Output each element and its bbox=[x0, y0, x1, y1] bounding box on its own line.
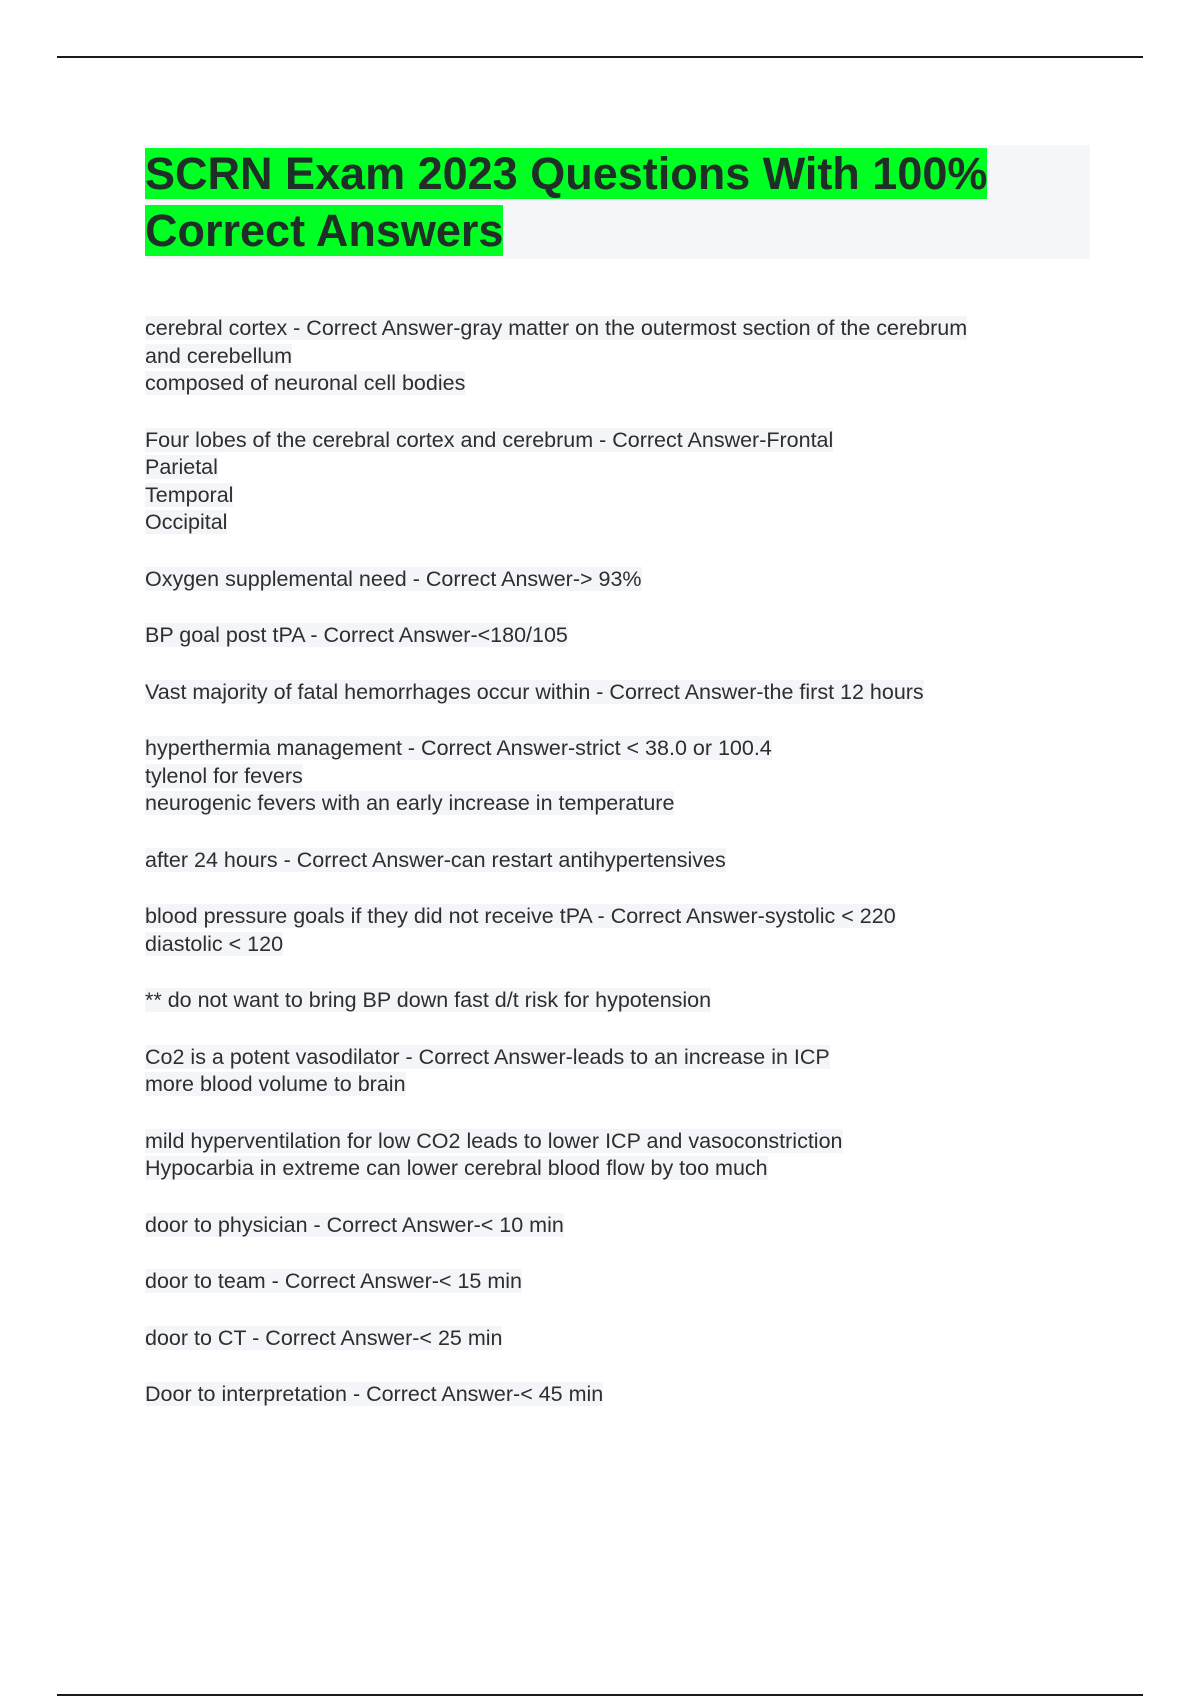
qa-line-text: blood pressure goals if they did not receive tPA - Correct Answer-systolic < 220 bbox=[145, 904, 896, 928]
qa-line-text: Four lobes of the cerebral cortex and cerebrum - Correct Answer-Frontal bbox=[145, 427, 834, 452]
qa-line bbox=[145, 370, 1090, 398]
qa-line bbox=[145, 931, 1090, 959]
qa-line-text: Door to interpretation - Correct Answer-< 45 min bbox=[145, 1382, 604, 1406]
qa-line-text: Vast majority of fatal hemorrhages occur within - Correct Answer-the first 12 hours bbox=[145, 679, 924, 704]
qa-entry bbox=[145, 1212, 1090, 1240]
qa-line-text: and cerebellum bbox=[145, 343, 293, 368]
qa-line bbox=[145, 566, 1090, 594]
qa-line bbox=[145, 1268, 1090, 1296]
qa-entry bbox=[145, 1325, 1090, 1353]
qa-line bbox=[145, 1071, 1090, 1099]
qa-entry bbox=[145, 847, 1090, 875]
qa-line-text: Temporal bbox=[145, 482, 234, 507]
qa-line-text: diastolic < 120 bbox=[145, 931, 284, 956]
qa-line-text: cerebral cortex - Correct Answer-gray matter on the outermost section of the cerebrum bbox=[145, 316, 968, 340]
qa-line-text: more blood volume to brain bbox=[145, 1072, 406, 1096]
qa-entry bbox=[145, 1268, 1090, 1296]
qa-entry bbox=[145, 903, 1090, 958]
qa-line bbox=[145, 343, 1090, 371]
qa-entry bbox=[145, 1381, 1090, 1409]
qa-line-text: ** do not want to bring BP down fast d/t risk for hypotension bbox=[145, 988, 712, 1012]
qa-line bbox=[145, 1212, 1090, 1240]
qa-entry bbox=[145, 622, 1090, 650]
qa-line-text: Oxygen supplemental need - Correct Answer-> 93% bbox=[145, 566, 642, 591]
page-title bbox=[145, 145, 1090, 259]
qa-line bbox=[145, 622, 1090, 650]
qa-entry bbox=[145, 427, 1090, 537]
qa-line bbox=[145, 679, 1090, 707]
qa-line-text: mild hyperventilation for low CO2 leads to lower ICP and vasoconstriction bbox=[145, 1128, 843, 1153]
qa-entry bbox=[145, 987, 1090, 1015]
qa-entry bbox=[145, 315, 1090, 398]
qa-line-text: BP goal post tPA - Correct Answer-<180/105 bbox=[145, 623, 568, 647]
qa-line bbox=[145, 987, 1090, 1015]
qa-line bbox=[145, 482, 1090, 510]
qa-line-text: Parietal bbox=[145, 455, 218, 479]
qa-line bbox=[145, 1128, 1090, 1156]
qa-line bbox=[145, 454, 1090, 482]
bottom-rule bbox=[57, 1694, 1143, 1696]
title-block bbox=[145, 145, 1090, 259]
qa-line bbox=[145, 763, 1090, 791]
qa-line bbox=[145, 1381, 1090, 1409]
qa-line bbox=[145, 903, 1090, 931]
qa-list bbox=[145, 315, 1090, 1409]
qa-line-text: tylenol for fevers bbox=[145, 763, 303, 788]
qa-line bbox=[145, 790, 1090, 818]
qa-line bbox=[145, 735, 1090, 763]
qa-line-text: Hypocarbia in extreme can lower cerebral blood flow by too much bbox=[145, 1156, 768, 1180]
title-line-1: SCRN Exam 2023 Questions With 100% bbox=[145, 148, 988, 199]
qa-entry bbox=[145, 1128, 1090, 1183]
qa-line-text: door to CT - Correct Answer-< 25 min bbox=[145, 1325, 503, 1350]
top-rule bbox=[57, 56, 1143, 58]
qa-line-text: Co2 is a potent vasodilator - Correct Answer-leads to an increase in ICP bbox=[145, 1044, 830, 1069]
qa-line-text: door to physician - Correct Answer-< 10 min bbox=[145, 1212, 564, 1237]
qa-line-text: door to team - Correct Answer-< 15 min bbox=[145, 1269, 522, 1293]
qa-line bbox=[145, 1155, 1090, 1183]
qa-line bbox=[145, 427, 1090, 455]
qa-entry bbox=[145, 1044, 1090, 1099]
qa-line-text: neurogenic fevers with an early increase in temperature bbox=[145, 791, 675, 815]
qa-entry bbox=[145, 566, 1090, 594]
qa-line bbox=[145, 1044, 1090, 1072]
qa-line-text: after 24 hours - Correct Answer-can restart antihypertensives bbox=[145, 847, 726, 872]
qa-entry bbox=[145, 679, 1090, 707]
qa-line bbox=[145, 1325, 1090, 1353]
title-line-2: Correct Answers bbox=[145, 205, 504, 256]
qa-entry bbox=[145, 735, 1090, 818]
qa-line bbox=[145, 847, 1090, 875]
qa-line-text: Occipital bbox=[145, 510, 228, 534]
document-body bbox=[145, 145, 1090, 1438]
qa-line bbox=[145, 509, 1090, 537]
qa-line-text: composed of neuronal cell bodies bbox=[145, 371, 466, 395]
qa-line bbox=[145, 315, 1090, 343]
qa-line-text: hyperthermia management - Correct Answer-strict < 38.0 or 100.4 bbox=[145, 736, 772, 760]
